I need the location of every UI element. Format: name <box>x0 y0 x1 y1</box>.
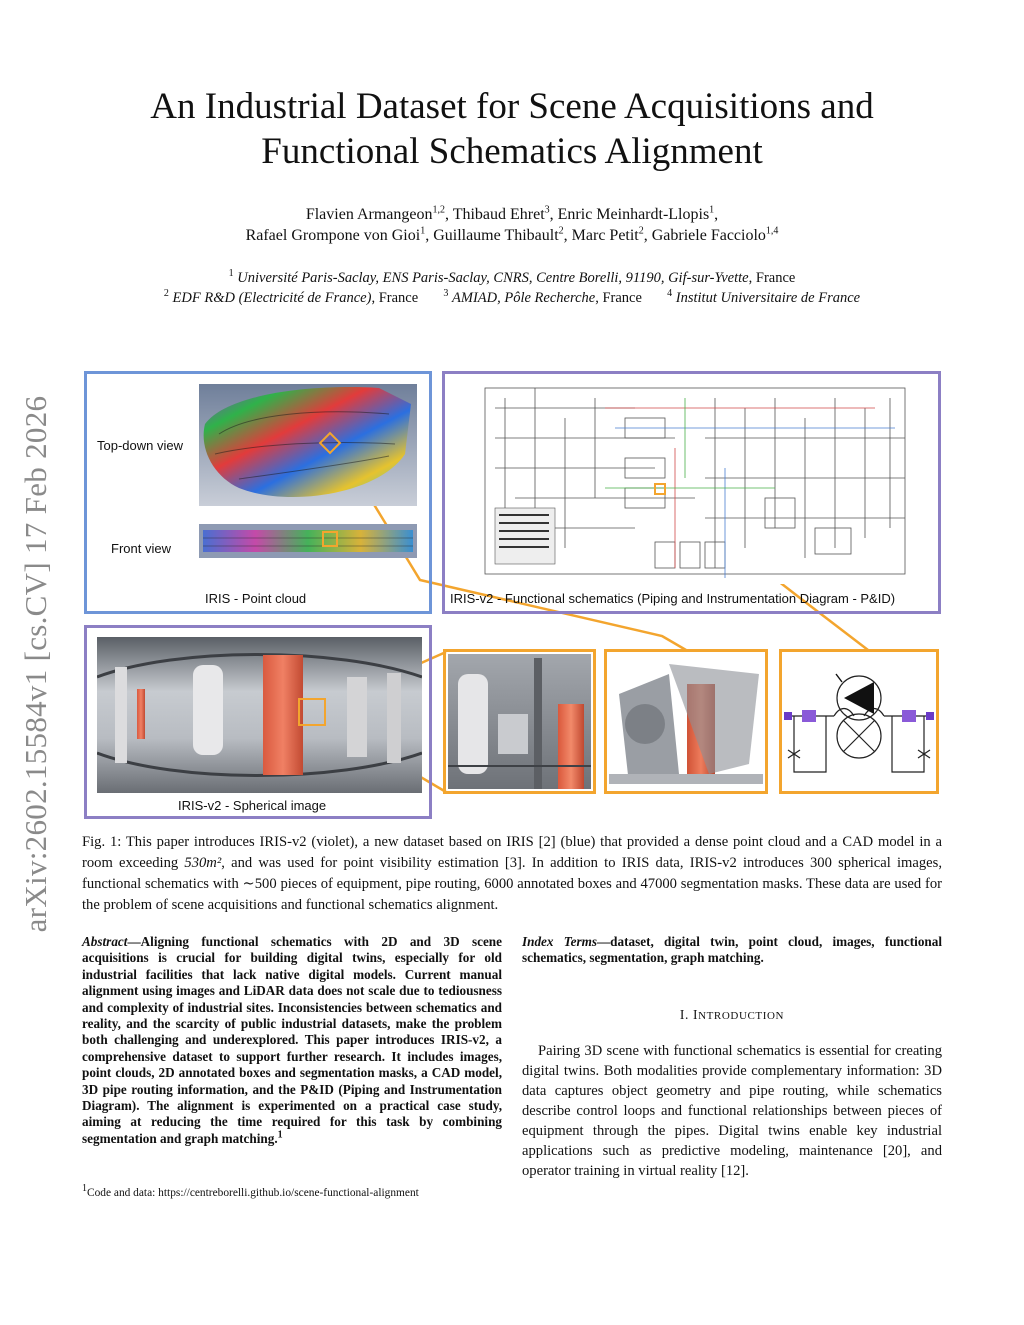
abstract-heading: Abstract <box>82 934 128 949</box>
author-name: Rafael Grompone von Gioi <box>245 227 421 244</box>
affil-country: , France <box>371 290 419 306</box>
author-name: Enric Meinhardt-Llopis <box>557 206 710 223</box>
spherical-image-label: IRIS-v2 - Spherical image <box>178 798 327 813</box>
schematics-label: IRIS-v2 - Functional schematics (Piping and Instrumentation Diagram - P&ID) <box>450 591 896 606</box>
paper-title <box>60 84 964 174</box>
title-line-2: Functional Schematics Alignment <box>261 131 763 172</box>
affiliations <box>60 268 964 308</box>
zoom-photo-crop <box>443 649 596 794</box>
author-affil-mark: 1 <box>420 225 426 237</box>
affil-text: AMIAD, Pôle Recherche <box>452 290 596 306</box>
author-affil-mark: 1 <box>709 204 715 216</box>
abstract <box>82 934 502 1147</box>
affil-text: EDF R&D (Electricité de France) <box>172 290 372 306</box>
author-affil-mark: 2 <box>558 225 564 237</box>
affil-text: Université Paris-Saclay, ENS Paris-Saclay, CNRS, Centre Borelli, 91190, Gif-sur-Yvette <box>237 270 749 286</box>
author-name: Guillaume Thibault <box>433 227 559 244</box>
right-column <box>522 934 942 1181</box>
figure-caption <box>82 832 942 916</box>
author-name: Thibaud Ehret <box>452 206 545 223</box>
footnote-marker: 1 <box>277 1129 283 1141</box>
schematics-panel <box>442 371 941 614</box>
front-view-label: Front view <box>111 541 171 556</box>
author-affil-mark: 3 <box>544 204 550 216</box>
zoom-cad-crop <box>604 649 768 794</box>
section-title-rest: NTRODUCTION <box>698 1009 785 1022</box>
affil-number: 4 <box>667 288 673 300</box>
index-terms-text: —dataset, digital twin, point cloud, images, functional schematics, segmentation, graph matching. <box>522 934 943 966</box>
section-number: I. <box>679 1006 689 1022</box>
author-name: Gabriele Facciolo <box>651 227 766 244</box>
point-cloud-panel <box>84 371 432 614</box>
introduction-paragraph: Pairing 3D scene with functional schematics is essential for creating digital twins. Both modalities provide complementary information: 3D data captures object geometry and pipe routing, while schematics describe control loops and functional relationships between pieces of equipment through the pipes. Digital twins enable key industrial applications such as predictive modeling, maintenance [20], and operator training in virtual reality [12]. <box>522 1042 942 1179</box>
photo-crop-image <box>448 654 591 789</box>
affil-country: , France <box>595 290 642 306</box>
affil-country: , France <box>748 270 796 286</box>
abstract-text: —Aligning functional schematics with 2D and 3D scene acquisitions is crucial for building digital twins, especially for old industrial facilities that lack native digital models. Current manual alignment using images and LiDAR data does not scale due to tediousness and complexity of industrial sites. Inconsistencies between schematics and reality, and the scarcity of public industrial datasets, make the problem both challenging and underexplored. This paper introduces IRIS-v2, a comprehensive dataset to support further research. It includes images, point clouds, 2D annotated boxes and segmentation masks, a CAD model, 3D pipe routing information, and the P&ID (Piping and Instrumentation Diagram). The alignment is experimented on a practical case study, aiming at reducing the time required for this task by combining segmentation and graph matching. <box>82 934 502 1146</box>
author-affil-mark: 1,2 <box>432 204 445 216</box>
pid-diagram-image <box>475 378 915 584</box>
point-cloud-label: IRIS - Point cloud <box>205 591 307 606</box>
front-view-point-cloud-image <box>199 524 417 558</box>
author-affil-mark: 2 <box>638 225 644 237</box>
affiliation-line-2 <box>60 288 964 308</box>
spherical-panorama-image <box>97 637 422 793</box>
affil-number: 2 <box>163 288 169 300</box>
affiliation-line-1 <box>60 268 964 288</box>
author-line-2: Rafael Grompone von Gioi$^1$, Guillaume Thibault$^2$, Marc Petit$^2$, Gabriele Facciolo$^{1,4}$ <box>245 225 779 244</box>
arxiv-identifier <box>14 372 58 956</box>
caption-text-part-1: Fig. 1: This paper introduces IRIS-v2 (violet), a new dataset based on IRIS [2] (blue) that provided a dense point cloud and a CAD model in a room exceeding <box>82 834 942 871</box>
title-line-1: An Industrial Dataset for Scene Acquisitions and <box>150 86 874 127</box>
caption-area-value: 530m² <box>184 855 222 871</box>
section-title-initial: I <box>692 1006 699 1022</box>
section-heading-introduction <box>522 1007 942 1023</box>
author-line-1: Flavien Armangeon$^{1,2}$, Thibaud Ehret$^3$, Enric Meinhardt-Llopis$^1$, <box>305 204 719 223</box>
index-terms-heading: Index Terms <box>522 934 597 949</box>
footnote <box>82 1183 512 1201</box>
affil-number: 1 <box>228 268 234 280</box>
author-list <box>60 204 964 246</box>
top-down-view-label: Top-down view <box>97 438 183 453</box>
point-cloud-crop-image <box>609 654 763 789</box>
author-name: Flavien Armangeon <box>305 206 433 223</box>
top-down-point-cloud-image <box>199 384 417 506</box>
index-terms <box>522 934 942 967</box>
author-name: Marc Petit <box>571 227 639 244</box>
left-column <box>82 934 502 1147</box>
author-affil-mark: 1,4 <box>765 225 779 237</box>
zoom-symbol-crop <box>779 649 939 794</box>
affil-text: Institut Universitaire de France <box>675 290 861 306</box>
arxiv-id-text: arXiv:2602.15584v1 [cs.CV] 17 Feb 2026 <box>18 395 53 933</box>
affil-number: 3 <box>443 288 449 300</box>
spherical-image-panel <box>84 625 432 819</box>
caption-text-part-2: , and was used for point visibility estimation [3]. In addition to IRIS data, IRIS-v2 introduces 300 spherical images, functional schematics with ∼500 pieces of equipment, pipe routing, 6000 annotated boxes and 47000 segmentation masks. These data are used for the problem of scene acquisitions and functional schematics alignment. <box>82 855 942 913</box>
pid-symbol-image <box>784 654 934 789</box>
footnote-number: 1 <box>82 1183 87 1195</box>
footnote-text: Code and data: https://centreborelli.github.io/scene-functional-alignment <box>87 1187 419 1199</box>
